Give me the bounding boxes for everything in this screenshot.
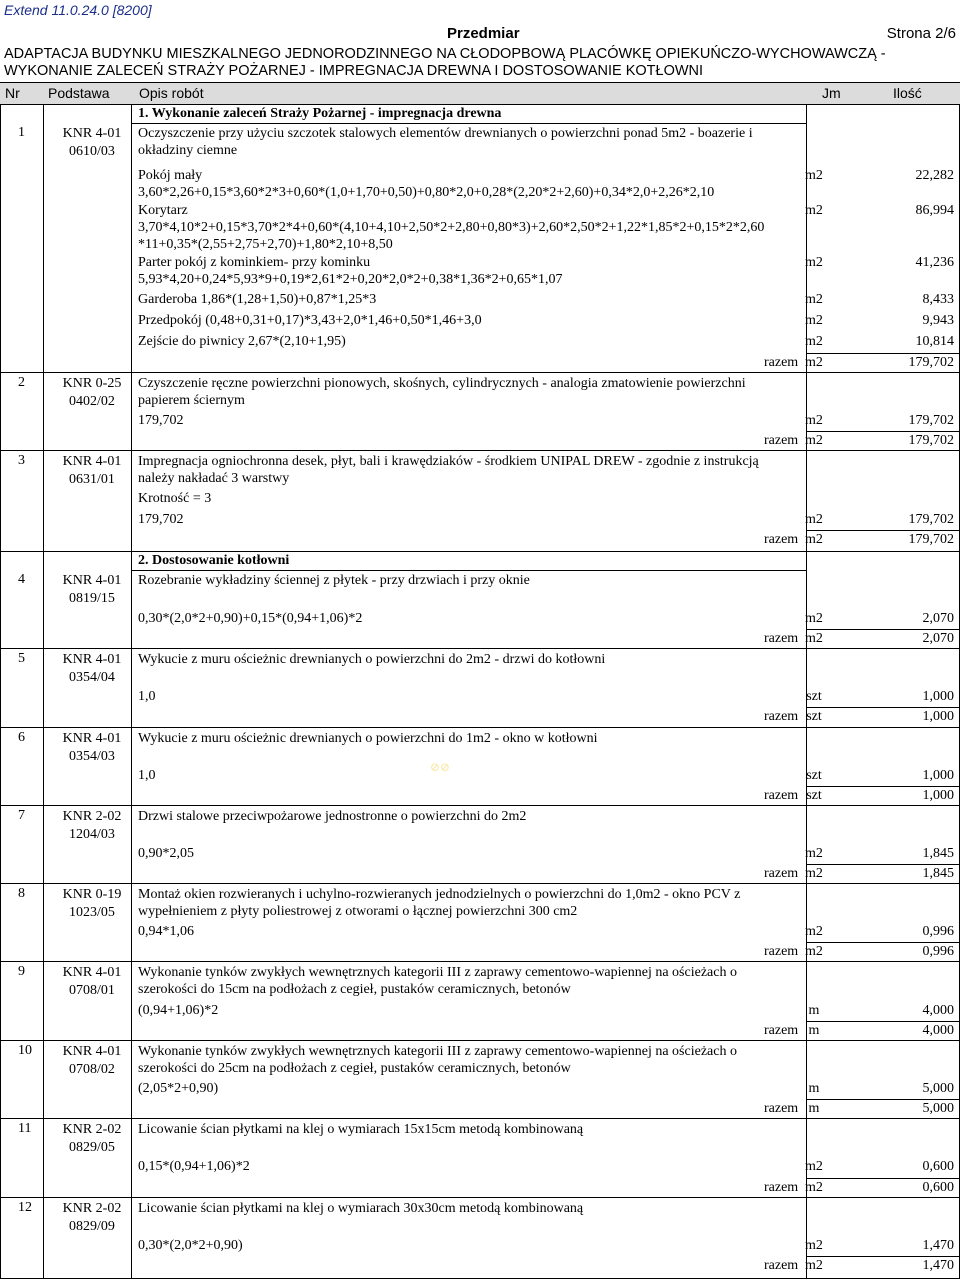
measurement-line: (0,94+1,06)*2 (138, 1003, 219, 1018)
measurement-unit: szt (806, 689, 822, 704)
total-divider (806, 530, 960, 531)
total-quantity: 5,000 (922, 1101, 954, 1116)
measurement-unit: m2 (805, 313, 823, 328)
total-divider (806, 942, 960, 943)
item-basis-code: KNR 2-02 (62, 1122, 122, 1137)
total-quantity: 179,702 (908, 532, 954, 547)
item-basis-code: KNR 4-01 (62, 1044, 122, 1059)
measurement-quantity: 10,814 (915, 334, 954, 349)
item-basis-table: 0631/01 (69, 472, 115, 487)
total-label: razem (764, 355, 799, 370)
measurement-line: 0,30*(2,0*2+0,90)+0,15*(0,94+1,06)*2 (138, 611, 363, 626)
measurement-unit: m2 (805, 846, 823, 861)
measurement-unit: m2 (805, 203, 823, 218)
measurement-line: Parter pokój z kominkiem- przy kominku (138, 255, 371, 270)
measurement-line: 1,0 (138, 768, 156, 783)
item-description: Licowanie ścian płytkami na klej o wymiarach 15x15cm metodą kombinowaną (138, 1122, 584, 1137)
item-number: 12 (18, 1200, 32, 1215)
app-version-header: Extend 11.0.24.0 [8200] (4, 2, 152, 18)
total-unit: m (808, 1101, 820, 1116)
measurement-unit: m2 (805, 255, 823, 270)
total-label: razem (764, 433, 799, 448)
measurement-quantity: 179,702 (908, 413, 954, 428)
item-basis-code: KNR 4-01 (62, 731, 122, 746)
measurement-quantity: 0,996 (922, 924, 954, 939)
total-label: razem (764, 709, 799, 724)
section-divider (131, 123, 806, 124)
total-label: razem (764, 788, 799, 803)
measurement-quantity: 1,000 (922, 689, 954, 704)
item-multiplier: Krotność = 3 (138, 491, 212, 506)
measurement-formula-cont: *11+0,35*(2,55+2,75+2,70)+1,80*2,10+8,50 (138, 237, 393, 252)
measurement-quantity: 9,943 (922, 313, 954, 328)
item-number: 8 (18, 886, 25, 901)
col-nr: Nr (5, 85, 20, 101)
item-number: 7 (18, 808, 25, 823)
measurement-quantity: 5,000 (922, 1081, 954, 1096)
section-title-2: 2. Dostosowanie kotłowni (138, 553, 290, 568)
item-number: 9 (18, 964, 25, 979)
measurement-unit: szt (806, 768, 822, 783)
item-basis-code: KNR 4-01 (62, 652, 122, 667)
column-divider (0, 104, 1, 1279)
item-number: 1 (18, 125, 25, 140)
measurement-line: 179,702 (138, 512, 184, 527)
total-unit: m2 (805, 1258, 823, 1273)
item-number: 11 (18, 1121, 32, 1136)
measurement-line: 0,30*(2,0*2+0,90) (138, 1238, 243, 1253)
item-basis-table: 0829/05 (69, 1140, 115, 1155)
total-label: razem (764, 1180, 799, 1195)
item-basis-code: KNR 4-01 (62, 573, 122, 588)
row-divider (0, 551, 960, 552)
total-unit: m2 (805, 532, 823, 547)
col-ilosc: Ilość (893, 85, 922, 101)
measurement-unit: m2 (805, 292, 823, 307)
row-divider (0, 1197, 960, 1198)
total-label: razem (764, 631, 799, 646)
measurement-line: 0,15*(0,94+1,06)*2 (138, 1159, 250, 1174)
total-unit: m2 (805, 866, 823, 881)
page-number: Strona 2/6 (886, 25, 956, 42)
item-description: Wykucie z muru ościeżnic drewnianych o powierzchni do 1m2 - okno w kotłowni (138, 731, 598, 746)
item-description: Wykucie z muru ościeżnic drewnianych o powierzchni do 2m2 - drzwi do kotłowni (138, 652, 606, 667)
measurement-quantity: 8,433 (922, 292, 954, 307)
item-basis-table: 0610/03 (69, 144, 115, 159)
measurement-line: Korytarz (138, 203, 188, 218)
total-unit: m2 (805, 355, 823, 370)
row-divider (0, 961, 960, 962)
total-unit: m2 (805, 1180, 823, 1195)
total-label: razem (764, 1258, 799, 1273)
row-divider (0, 1040, 960, 1041)
item-basis-table: 1204/03 (69, 827, 115, 842)
project-title-line2: WYKONANIE ZALECEŃ STRAŻY POŻARNEJ - IMPREGNACJA DREWNA I DOSTOSOWANIE KOTŁOWNI (4, 63, 704, 79)
item-number: 5 (18, 651, 25, 666)
measurement-quantity: 2,070 (922, 611, 954, 626)
measurement-unit: m (808, 1081, 820, 1096)
item-number: 4 (18, 572, 25, 587)
measurement-formula: 3,60*2,26+0,15*3,60*2*3+0,60*(1,0+1,70+0,50)+0,80*2,0+0,28*(2,20*2+2,60)+0,34*2,0+2,26*2,10 (138, 185, 715, 200)
total-quantity: 2,070 (922, 631, 954, 646)
col-podstawa: Podstawa (48, 85, 110, 101)
measurement-line: Zejście do piwnicy 2,67*(2,10+1,95) (138, 334, 346, 349)
measurement-line: (2,05*2+0,90) (138, 1081, 219, 1096)
total-divider (806, 1099, 960, 1100)
measurement-unit: m2 (805, 1238, 823, 1253)
total-divider (806, 353, 960, 354)
measurement-quantity: 4,000 (922, 1003, 954, 1018)
section-title-1: 1. Wykonanie zaleceń Straży Pożarnej - impregnacja drewna (138, 106, 502, 121)
item-number: 3 (18, 453, 25, 468)
row-divider (0, 1118, 960, 1119)
measurement-formula: 3,70*4,10*2+0,15*3,70*2*4+0,60*(4,10+4,10+2,50*2+2,80+0,80*3)+2,60*2,50*2+1,22*1,85*2+0,15*2*2,60 (138, 220, 765, 235)
table-header (0, 82, 960, 105)
total-divider (806, 1178, 960, 1179)
measurement-quantity: 179,702 (908, 512, 954, 527)
total-divider (806, 431, 960, 432)
total-unit: m2 (805, 433, 823, 448)
item-basis-code: KNR 0-19 (62, 887, 122, 902)
total-divider (806, 629, 960, 630)
total-quantity: 1,000 (922, 709, 954, 724)
measurement-quantity: 1,470 (922, 1238, 954, 1253)
measurement-line: 1,0 (138, 689, 156, 704)
item-number: 6 (18, 730, 25, 745)
project-title (4, 46, 886, 80)
item-basis-table: 1023/05 (69, 905, 115, 920)
item-description: Rozebranie wykładziny ściennej z płytek - przy drzwiach i przy oknie (138, 573, 530, 588)
measurement-unit: m2 (805, 413, 823, 428)
item-description: Drzwi stalowe przeciwpożarowe jednostronne o powierzchni do 2m2 (138, 809, 527, 824)
measurement-line: Przedpokój (0,48+0,31+0,17)*3,43+2,0*1,46+0,50*1,46+3,0 (138, 313, 482, 328)
item-basis-code: KNR 4-01 (62, 126, 122, 141)
total-quantity: 1,000 (922, 788, 954, 803)
item-description: Licowanie ścian płytkami na klej o wymiarach 30x30cm metodą kombinowaną (138, 1201, 584, 1216)
total-label: razem (764, 944, 799, 959)
item-basis-code: KNR 2-02 (62, 809, 122, 824)
item-basis-table: 0354/03 (69, 749, 115, 764)
col-opis: Opis robót (139, 85, 204, 101)
measurement-unit: m2 (805, 334, 823, 349)
measurement-quantity: 1,845 (922, 846, 954, 861)
measurement-unit: m (808, 1003, 820, 1018)
total-divider (806, 864, 960, 865)
total-quantity: 1,845 (922, 866, 954, 881)
row-divider (0, 648, 960, 649)
total-quantity: 0,600 (922, 1180, 954, 1195)
item-description: Impregnacja ogniochronna desek, płyt, bali i krawędziaków - środkiem UNIPAL DREW - zgodnie z instrukcją należy nakładać 3 warstwy (138, 454, 759, 486)
total-divider (806, 1256, 960, 1257)
measurement-line: 0,94*1,06 (138, 924, 194, 939)
document-title: Przedmiar (447, 25, 520, 42)
section-divider (131, 570, 806, 571)
item-basis-table: 0354/04 (69, 670, 115, 685)
measurement-quantity: 1,000 (922, 768, 954, 783)
measurement-unit: m2 (805, 168, 823, 183)
row-divider (0, 883, 960, 884)
item-description: Wykonanie tynków zwykłych wewnętrznych kategorii III z zaprawy cementowo-wapiennej na ościeżach o szerokości do 15cm na podłożach z cegieł, pustaków ceramicznych, betonów (138, 965, 737, 997)
measurement-line: Garderoba 1,86*(1,28+1,50)+0,87*1,25*3 (138, 292, 377, 307)
measurement-quantity: 86,994 (915, 203, 954, 218)
total-quantity: 0,996 (922, 944, 954, 959)
total-unit: szt (806, 709, 822, 724)
row-divider (0, 805, 960, 806)
total-quantity: 4,000 (922, 1023, 954, 1038)
total-quantity: 179,702 (908, 355, 954, 370)
item-basis-code: KNR 0-25 (62, 376, 122, 391)
measurement-line: Pokój mały (138, 168, 203, 183)
item-number: 10 (18, 1043, 32, 1058)
total-divider (806, 707, 960, 708)
item-basis-table: 0402/02 (69, 394, 115, 409)
column-divider (131, 104, 132, 1279)
item-basis-table: 0708/02 (69, 1062, 115, 1077)
column-divider (43, 104, 44, 1279)
item-basis-code: KNR 2-02 (62, 1201, 122, 1216)
item-description: Czyszczenie ręczne powierzchni pionowych, skośnych, cylindrycznych - analogia zmatowienie powierzchni papierem ściernym (138, 376, 746, 408)
item-basis-table: 0708/01 (69, 983, 115, 998)
measurement-quantity: 41,236 (915, 255, 954, 270)
total-unit: m2 (805, 944, 823, 959)
measurement-unit: m2 (805, 512, 823, 527)
total-unit: m2 (805, 631, 823, 646)
measurement-line: 179,702 (138, 413, 184, 428)
item-description: Wykonanie tynków zwykłych wewnętrznych kategorii III z zaprawy cementowo-wapiennej na ościeżach o szerokości do 25cm na podłożach z cegieł, pustaków ceramicznych, betonów (138, 1044, 737, 1076)
measurement-unit: m2 (805, 1159, 823, 1174)
total-divider (806, 1021, 960, 1022)
item-description: Montaż okien rozwieranych i uchylno-rozwieranych jednodzielnych o powierzchni do 1,0m2 - okno PCV z wypełnieniem z płyty poliestrowej z otworami o łącznej powierzchni 300 cm2 (138, 887, 741, 919)
item-basis-table: 0819/15 (69, 591, 115, 606)
item-number: 2 (18, 375, 25, 390)
item-description: Oczyszczenie przy użyciu szczotek stalowych elementów drewnianych o powierzchni ponad 5m2 - boazerie i okładziny ciemne (138, 126, 753, 158)
total-quantity: 1,470 (922, 1258, 954, 1273)
row-divider (0, 450, 960, 451)
watermark-mark: ⊘⊘ (430, 760, 451, 774)
item-basis-code: KNR 4-01 (62, 965, 122, 980)
total-divider (806, 786, 960, 787)
total-label: razem (764, 1101, 799, 1116)
measurement-line: 0,90*2,05 (138, 846, 194, 861)
total-quantity: 179,702 (908, 433, 954, 448)
project-title-line1: ADAPTACJA BUDYNKU MIESZKALNEGO JEDNORODZINNEGO NA CŁODOPBOWĄ PLACÓWKĘ OPIEKUŃCZO-WYCHOWAWCZĄ - (4, 46, 886, 62)
total-unit: m (808, 1023, 820, 1038)
measurement-unit: m2 (805, 924, 823, 939)
item-basis-code: KNR 4-01 (62, 454, 122, 469)
row-divider (0, 727, 960, 728)
total-label: razem (764, 1023, 799, 1038)
col-jm: Jm (822, 85, 841, 101)
row-divider (0, 372, 960, 373)
item-basis-table: 0829/09 (69, 1219, 115, 1234)
total-unit: szt (806, 788, 822, 803)
total-label: razem (764, 532, 799, 547)
measurement-formula: 5,93*4,20+0,24*5,93*9+0,19*2,61*2+0,20*2,0*2+0,38*1,36*2+0,65*1,07 (138, 272, 563, 287)
measurement-unit: m2 (805, 611, 823, 626)
total-label: razem (764, 866, 799, 881)
measurement-quantity: 22,282 (915, 168, 954, 183)
measurement-quantity: 0,600 (922, 1159, 954, 1174)
